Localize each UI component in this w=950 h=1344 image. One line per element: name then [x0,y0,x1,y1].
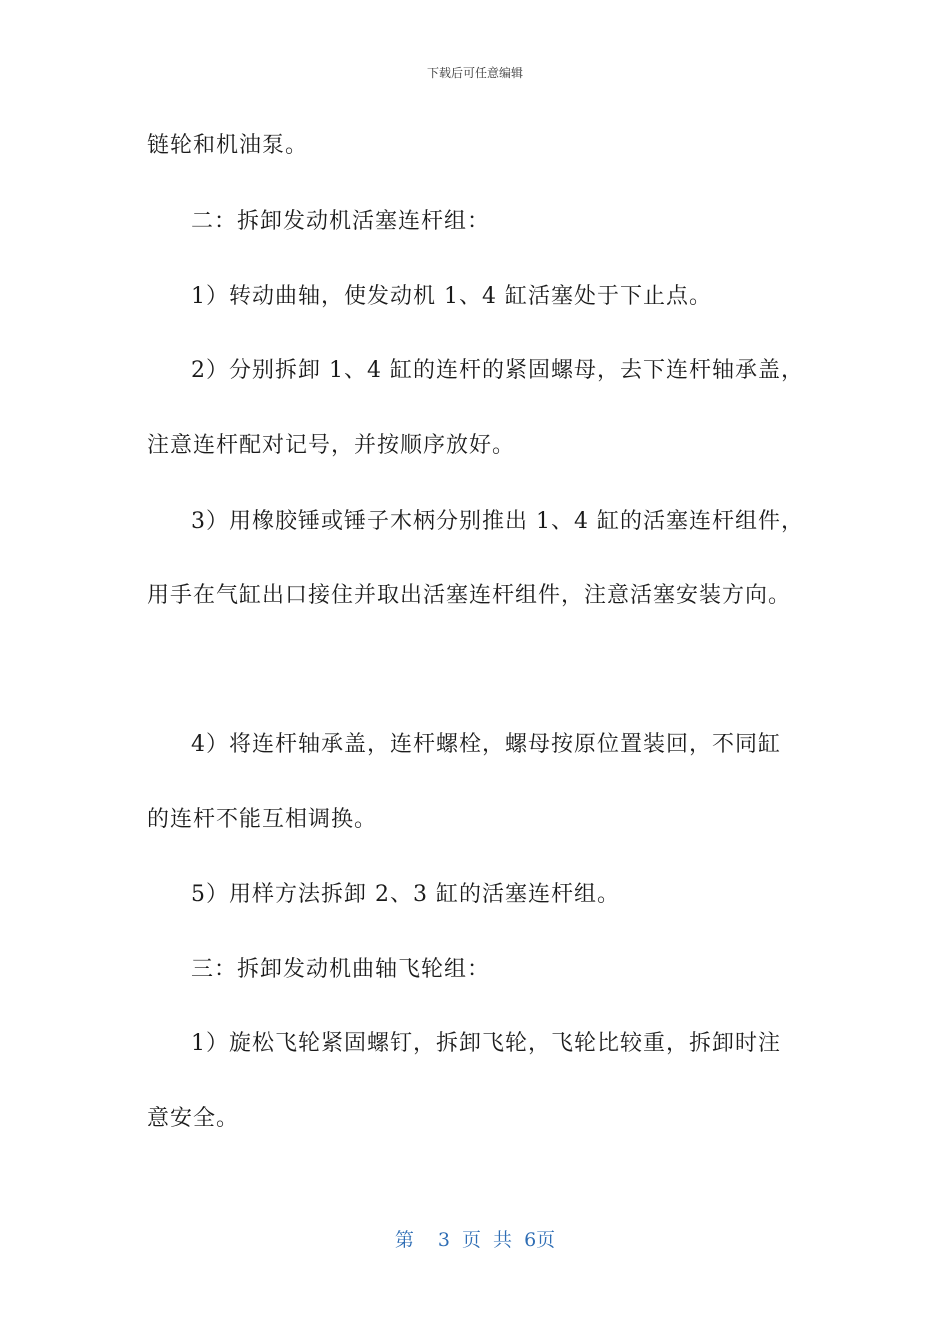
paragraph-line: 用手在气缸出口接住并取出活塞连杆组件，注意活塞安装方向。 [147,583,792,608]
paragraph-line: 1）旋松飞轮紧固螺钉，拆卸飞轮，飞轮比较重，拆卸时注 [191,1031,781,1056]
page-header: 下载后可任意编辑 [426,66,523,80]
paragraph-line: 意安全。 [147,1106,240,1131]
page-number-footer: 第 3 页 共 6页 [394,1229,556,1251]
paragraph-line: 2）分别拆卸 1、4 缸的连杆的紧固螺母，去下连杆轴承盖， [191,358,804,383]
paragraph-line: 3）用橡胶锤或锤子木柄分别推出 1、4 缸的活塞连杆组件， [191,509,804,534]
paragraph-line: 链轮和机油泵。 [147,133,309,158]
paragraph-line: 的连杆不能互相调换。 [147,807,378,832]
paragraph-line: 4）将连杆轴承盖，连杆螺栓，螺母按原位置装回，不同缸 [191,732,781,757]
paragraph-line: 注意连杆配对记号，并按顺序放好。 [147,433,516,458]
section-heading: 三：拆卸发动机曲轴飞轮组： [191,957,491,982]
section-heading: 二：拆卸发动机活塞连杆组： [191,209,491,234]
paragraph-line: 1）转动曲轴，使发动机 1、4 缸活塞处于下止点。 [191,284,712,309]
paragraph-line: 5）用样方法拆卸 2、3 缸的活塞连杆组。 [191,882,620,907]
